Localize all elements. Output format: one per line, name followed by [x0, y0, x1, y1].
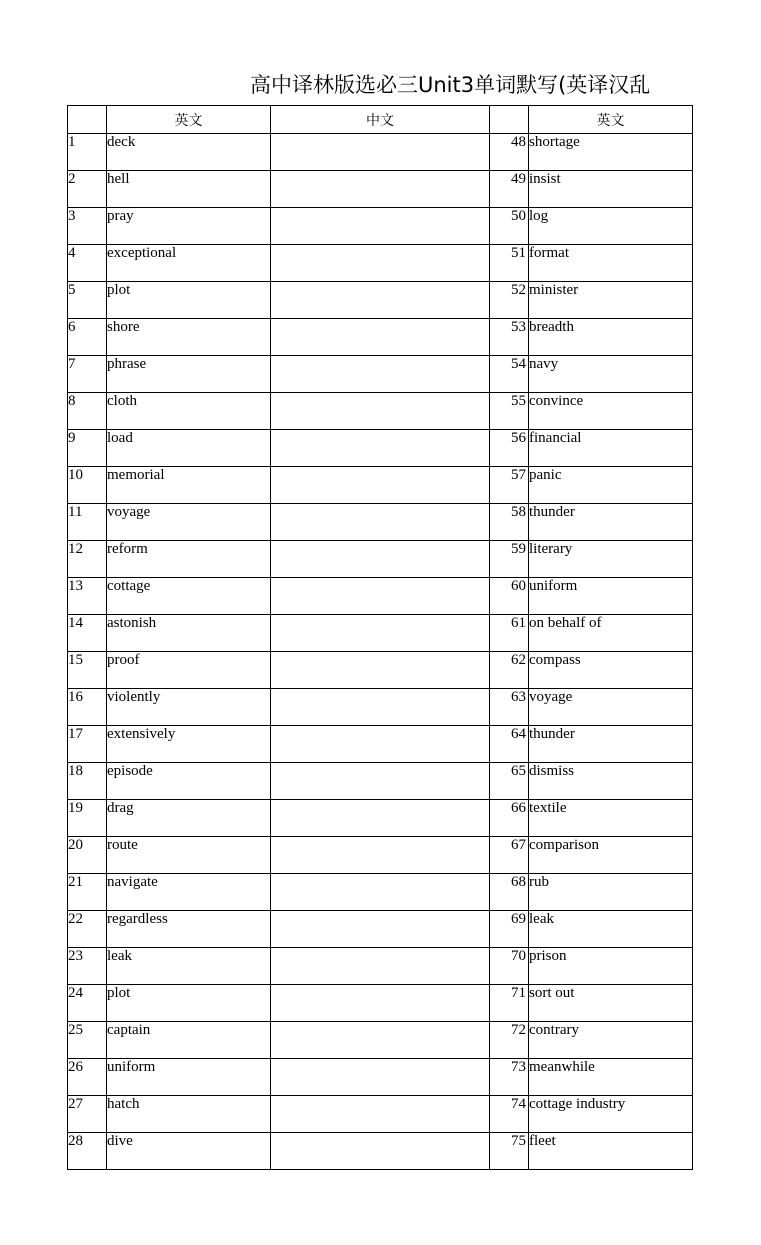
row-number-right: 59 [490, 541, 529, 578]
row-number-left: 28 [68, 1133, 107, 1170]
english-word-left: proof [107, 652, 271, 689]
chinese-answer-cell[interactable] [271, 726, 490, 763]
english-word-right: rub [529, 874, 693, 911]
table-row [68, 726, 693, 763]
row-number-right: 68 [490, 874, 529, 911]
table-row [68, 985, 693, 1022]
header-number-right [490, 106, 529, 134]
table-row [68, 689, 693, 726]
english-word-right: format [529, 245, 693, 282]
row-number-left: 15 [68, 652, 107, 689]
row-number-right: 62 [490, 652, 529, 689]
chinese-answer-cell[interactable] [271, 208, 490, 245]
english-word-left: deck [107, 134, 271, 171]
english-word-right: breadth [529, 319, 693, 356]
row-number-right: 73 [490, 1059, 529, 1096]
row-number-right: 74 [490, 1096, 529, 1133]
english-word-right: minister [529, 282, 693, 319]
english-word-right: thunder [529, 726, 693, 763]
chinese-answer-cell[interactable] [271, 541, 490, 578]
table-row [68, 504, 693, 541]
row-number-right: 64 [490, 726, 529, 763]
table-row [68, 319, 693, 356]
row-number-left: 18 [68, 763, 107, 800]
row-number-left: 2 [68, 171, 107, 208]
chinese-answer-cell[interactable] [271, 430, 490, 467]
english-word-left: phrase [107, 356, 271, 393]
row-number-left: 4 [68, 245, 107, 282]
english-word-right: voyage [529, 689, 693, 726]
english-word-right: convince [529, 393, 693, 430]
table-row [68, 393, 693, 430]
english-word-right: dismiss [529, 763, 693, 800]
row-number-left: 20 [68, 837, 107, 874]
table-row [68, 615, 693, 652]
chinese-answer-cell[interactable] [271, 1022, 490, 1059]
row-number-right: 56 [490, 430, 529, 467]
english-word-right: log [529, 208, 693, 245]
chinese-answer-cell[interactable] [271, 504, 490, 541]
english-word-right: uniform [529, 578, 693, 615]
english-word-left: memorial [107, 467, 271, 504]
header-number-left [68, 106, 107, 134]
english-word-left: cloth [107, 393, 271, 430]
chinese-answer-cell[interactable] [271, 356, 490, 393]
english-word-left: navigate [107, 874, 271, 911]
row-number-right: 66 [490, 800, 529, 837]
row-number-left: 13 [68, 578, 107, 615]
row-number-right: 70 [490, 948, 529, 985]
row-number-left: 6 [68, 319, 107, 356]
row-number-left: 22 [68, 911, 107, 948]
row-number-left: 12 [68, 541, 107, 578]
english-word-left: regardless [107, 911, 271, 948]
row-number-right: 63 [490, 689, 529, 726]
table-row [68, 837, 693, 874]
table-row [68, 245, 693, 282]
english-word-left: voyage [107, 504, 271, 541]
english-word-left: plot [107, 985, 271, 1022]
english-word-right: literary [529, 541, 693, 578]
chinese-answer-cell[interactable] [271, 134, 490, 171]
chinese-answer-cell[interactable] [271, 282, 490, 319]
table-row [68, 652, 693, 689]
row-number-right: 51 [490, 245, 529, 282]
table-row [68, 1059, 693, 1096]
row-number-right: 52 [490, 282, 529, 319]
chinese-answer-cell[interactable] [271, 800, 490, 837]
english-word-right: on behalf of [529, 615, 693, 652]
english-word-left: reform [107, 541, 271, 578]
chinese-answer-cell[interactable] [271, 1133, 490, 1170]
english-word-right: contrary [529, 1022, 693, 1059]
row-number-right: 65 [490, 763, 529, 800]
row-number-left: 1 [68, 134, 107, 171]
row-number-left: 26 [68, 1059, 107, 1096]
english-word-left: shore [107, 319, 271, 356]
english-word-left: uniform [107, 1059, 271, 1096]
chinese-answer-cell[interactable] [271, 615, 490, 652]
row-number-left: 25 [68, 1022, 107, 1059]
row-number-right: 72 [490, 1022, 529, 1059]
table-row [68, 948, 693, 985]
chinese-answer-cell[interactable] [271, 985, 490, 1022]
table-row [68, 208, 693, 245]
row-number-right: 75 [490, 1133, 529, 1170]
english-word-right: sort out [529, 985, 693, 1022]
chinese-answer-cell[interactable] [271, 319, 490, 356]
row-number-left: 14 [68, 615, 107, 652]
row-number-right: 71 [490, 985, 529, 1022]
chinese-answer-cell[interactable] [271, 652, 490, 689]
chinese-answer-cell[interactable] [271, 1096, 490, 1133]
table-row [68, 356, 693, 393]
table-row [68, 763, 693, 800]
row-number-right: 55 [490, 393, 529, 430]
row-number-right: 67 [490, 837, 529, 874]
row-number-right: 57 [490, 467, 529, 504]
row-number-right: 54 [490, 356, 529, 393]
english-word-left: exceptional [107, 245, 271, 282]
english-word-right: cottage industry [529, 1096, 693, 1133]
row-number-right: 49 [490, 171, 529, 208]
table-header-row [68, 106, 693, 134]
english-word-left: hatch [107, 1096, 271, 1133]
english-word-right: leak [529, 911, 693, 948]
english-word-right: comparison [529, 837, 693, 874]
english-word-right: shortage [529, 134, 693, 171]
english-word-left: dive [107, 1133, 271, 1170]
row-number-left: 11 [68, 504, 107, 541]
english-word-left: captain [107, 1022, 271, 1059]
table-row [68, 467, 693, 504]
english-word-right: fleet [529, 1133, 693, 1170]
chinese-answer-cell[interactable] [271, 467, 490, 504]
english-word-right: financial [529, 430, 693, 467]
row-number-right: 58 [490, 504, 529, 541]
table-row [68, 874, 693, 911]
chinese-answer-cell[interactable] [271, 874, 490, 911]
english-word-left: episode [107, 763, 271, 800]
table-row [68, 282, 693, 319]
english-word-left: violently [107, 689, 271, 726]
english-word-right: meanwhile [529, 1059, 693, 1096]
table-row [68, 1022, 693, 1059]
table-row [68, 1096, 693, 1133]
row-number-left: 21 [68, 874, 107, 911]
row-number-right: 61 [490, 615, 529, 652]
row-number-left: 23 [68, 948, 107, 985]
english-word-left: astonish [107, 615, 271, 652]
chinese-answer-cell[interactable] [271, 837, 490, 874]
table-row [68, 541, 693, 578]
english-word-right: thunder [529, 504, 693, 541]
table-row [68, 430, 693, 467]
row-number-right: 69 [490, 911, 529, 948]
english-word-left: plot [107, 282, 271, 319]
english-word-right: panic [529, 467, 693, 504]
table-row [68, 911, 693, 948]
row-number-left: 27 [68, 1096, 107, 1133]
english-word-left: load [107, 430, 271, 467]
row-number-left: 16 [68, 689, 107, 726]
chinese-answer-cell[interactable] [271, 763, 490, 800]
chinese-answer-cell[interactable] [271, 948, 490, 985]
english-word-left: route [107, 837, 271, 874]
row-number-left: 24 [68, 985, 107, 1022]
chinese-answer-cell[interactable] [271, 245, 490, 282]
english-word-left: cottage [107, 578, 271, 615]
english-word-right: textile [529, 800, 693, 837]
header-english-right: 英文 [529, 106, 693, 134]
chinese-answer-cell[interactable] [271, 911, 490, 948]
row-number-left: 7 [68, 356, 107, 393]
header-chinese: 中文 [271, 106, 490, 134]
english-word-right: insist [529, 171, 693, 208]
header-english-left: 英文 [107, 106, 271, 134]
table-row [68, 171, 693, 208]
english-word-left: hell [107, 171, 271, 208]
row-number-left: 9 [68, 430, 107, 467]
row-number-right: 60 [490, 578, 529, 615]
chinese-answer-cell[interactable] [271, 1059, 490, 1096]
english-word-right: compass [529, 652, 693, 689]
row-number-left: 5 [68, 282, 107, 319]
table-row [68, 800, 693, 837]
chinese-answer-cell[interactable] [271, 689, 490, 726]
row-number-left: 8 [68, 393, 107, 430]
table-row [68, 578, 693, 615]
chinese-answer-cell[interactable] [271, 393, 490, 430]
table-row [68, 134, 693, 171]
english-word-left: extensively [107, 726, 271, 763]
row-number-right: 50 [490, 208, 529, 245]
vocabulary-table [67, 105, 693, 1170]
row-number-right: 48 [490, 134, 529, 171]
row-number-left: 19 [68, 800, 107, 837]
chinese-answer-cell[interactable] [271, 171, 490, 208]
english-word-right: prison [529, 948, 693, 985]
chinese-answer-cell[interactable] [271, 578, 490, 615]
english-word-left: drag [107, 800, 271, 837]
row-number-left: 3 [68, 208, 107, 245]
row-number-right: 53 [490, 319, 529, 356]
table-row [68, 1133, 693, 1170]
english-word-left: leak [107, 948, 271, 985]
english-word-right: navy [529, 356, 693, 393]
row-number-left: 10 [68, 467, 107, 504]
english-word-left: pray [107, 208, 271, 245]
page-title: 高中译林版选必三Unit3单词默写(英译汉乱 [250, 73, 651, 97]
row-number-left: 17 [68, 726, 107, 763]
